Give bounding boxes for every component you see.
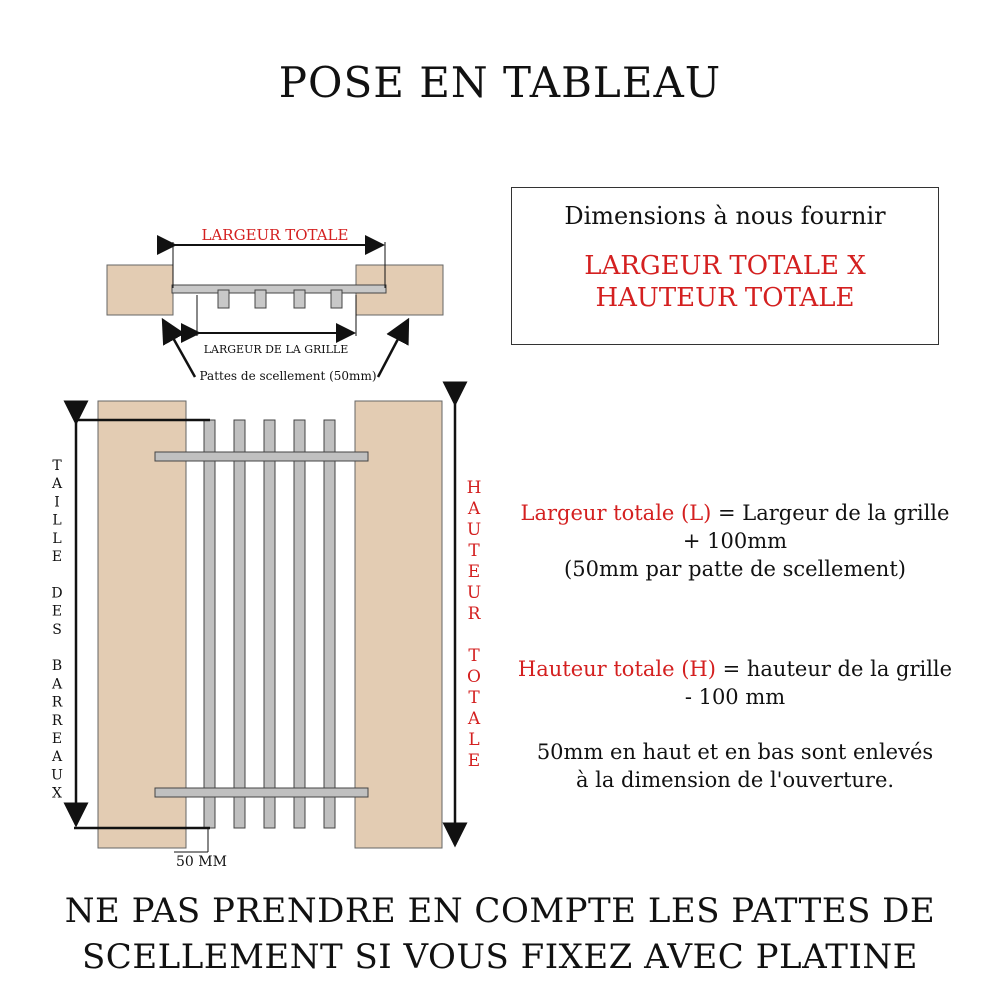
grille-bar — [294, 420, 305, 828]
grille-bar — [324, 420, 335, 828]
hauteur-formula — [500, 655, 970, 711]
hauteur-totale-label: H A U T E U R T O T A L E — [466, 478, 482, 771]
front-wall-right — [355, 401, 442, 848]
largeur-formula-line2: + 100mm — [682, 529, 788, 553]
top-bar — [294, 290, 305, 308]
largeur-totale-label: LARGEUR TOTALE — [201, 226, 349, 244]
dimensions-line-1: LARGEUR TOTALE X — [584, 251, 866, 281]
patte-arrow-right — [378, 320, 408, 377]
opening-note-line2: à la dimension de l'ouverture. — [575, 768, 895, 792]
hauteur-formula-line2: - 100 mm — [684, 685, 786, 709]
patte-arrow-left — [163, 320, 195, 377]
hauteur-formula-rest: = hauteur de la grille — [715, 657, 953, 681]
opening-note — [500, 738, 970, 794]
largeur-formula-label: Largeur totale (L) — [520, 501, 712, 525]
offset-label: 50 MM — [176, 854, 227, 870]
grille-rail-top — [155, 452, 368, 461]
top-bar — [218, 290, 229, 308]
grille-bar — [234, 420, 245, 828]
front-view — [51, 401, 482, 870]
hauteur-formula-label: Hauteur totale (H) — [517, 657, 716, 681]
pattes-label: Pattes de scellement (50mm) — [199, 369, 377, 383]
opening-note-line1: 50mm en haut et en bas sont enlevés — [536, 740, 934, 764]
largeur-formula-line3: (50mm par patte de scellement) — [564, 557, 906, 581]
top-view — [107, 226, 443, 383]
front-wall-left — [98, 401, 186, 848]
dimensions-heading: Dimensions à nous fournir — [564, 202, 886, 230]
bottom-note — [0, 888, 1000, 980]
dimensions-line-2: HAUTEUR TOTALE — [595, 283, 855, 313]
largeur-formula-rest: = Largeur de la grille — [711, 501, 950, 525]
grille-rail-bottom — [155, 788, 368, 797]
taille-barreaux-label: T A I L L E D E S B A R R E A U X — [51, 458, 63, 802]
bottom-note-line1: NE PAS PRENDRE EN COMPTE LES PATTES DE — [64, 891, 936, 931]
grille-bar — [204, 420, 215, 828]
top-grille-rail — [172, 285, 386, 293]
grille-bar — [264, 420, 275, 828]
top-bar — [331, 290, 342, 308]
largeur-grille-label: LARGEUR DE LA GRILLE — [203, 343, 349, 356]
bottom-note-line2: SCELLEMENT SI VOUS FIXEZ AVEC PLATINE — [82, 937, 918, 977]
page-title: POSE EN TABLEAU — [278, 58, 722, 107]
top-wall-left — [107, 265, 173, 315]
largeur-formula — [500, 499, 970, 583]
top-bar — [255, 290, 266, 308]
